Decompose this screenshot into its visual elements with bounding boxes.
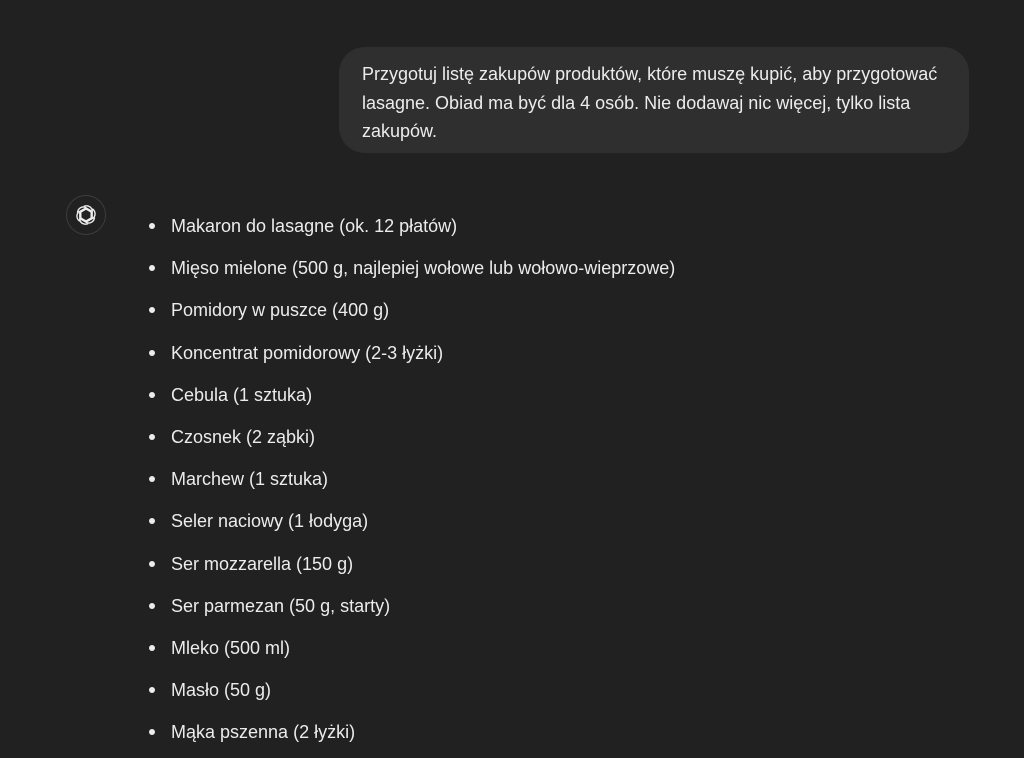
list-item-text: Cebula (1 sztuka) <box>171 384 313 405</box>
bullet-icon <box>149 687 155 693</box>
bullet-icon <box>149 392 155 398</box>
list-item-text: Masło (50 g) <box>171 680 272 701</box>
list-item-text: Marchew (1 sztuka) <box>171 469 329 490</box>
bullet-icon <box>149 434 155 440</box>
bullet-icon <box>149 350 155 356</box>
list-item <box>141 205 675 247</box>
list-item <box>141 543 675 585</box>
bullet-icon <box>149 223 155 229</box>
list-item <box>141 585 675 627</box>
list-item <box>141 669 675 711</box>
list-item-text: Czosnek (2 ząbki) <box>171 426 316 447</box>
list-item-text: Mleko (500 ml) <box>171 637 291 658</box>
bullet-icon <box>149 645 155 651</box>
list-item <box>141 374 675 416</box>
user-message-bubble <box>339 47 969 153</box>
list-item <box>141 416 675 458</box>
bullet-icon <box>149 476 155 482</box>
list-item <box>141 500 675 542</box>
bullet-icon <box>149 307 155 313</box>
list-item <box>141 627 675 669</box>
list-item-text: Seler naciowy (1 łodyga) <box>171 511 369 532</box>
openai-logo-icon <box>74 203 98 227</box>
assistant-avatar <box>66 195 106 235</box>
list-item-text: Pomidory w puszce (400 g) <box>171 300 390 321</box>
list-item-text: Ser mozzarella (150 g) <box>171 553 354 574</box>
bullet-icon <box>149 265 155 271</box>
bullet-icon <box>149 729 155 735</box>
shopping-list <box>141 205 675 753</box>
bullet-icon <box>149 561 155 567</box>
bullet-icon <box>149 518 155 524</box>
list-item-text: Koncentrat pomidorowy (2-3 łyżki) <box>171 342 444 363</box>
list-item <box>141 711 675 753</box>
user-message-text: Przygotuj listę zakupów produktów, które muszę kupić, aby przygotować lasagne. Obiad ma być dla 4 osób. Nie dodawaj nic więcej, tylko lista zakupów. <box>362 64 938 141</box>
list-item <box>141 289 675 331</box>
list-item <box>141 247 675 289</box>
list-item <box>141 332 675 374</box>
bullet-icon <box>149 603 155 609</box>
list-item-text: Mięso mielone (500 g, najlepiej wołowe lub wołowo-wieprzowe) <box>171 258 676 279</box>
list-item-text: Mąka pszenna (2 łyżki) <box>171 722 356 743</box>
list-item-text: Makaron do lasagne (ok. 12 płatów) <box>171 216 458 236</box>
list-item <box>141 458 675 500</box>
list-item-text: Ser parmezan (50 g, starty) <box>171 595 391 616</box>
